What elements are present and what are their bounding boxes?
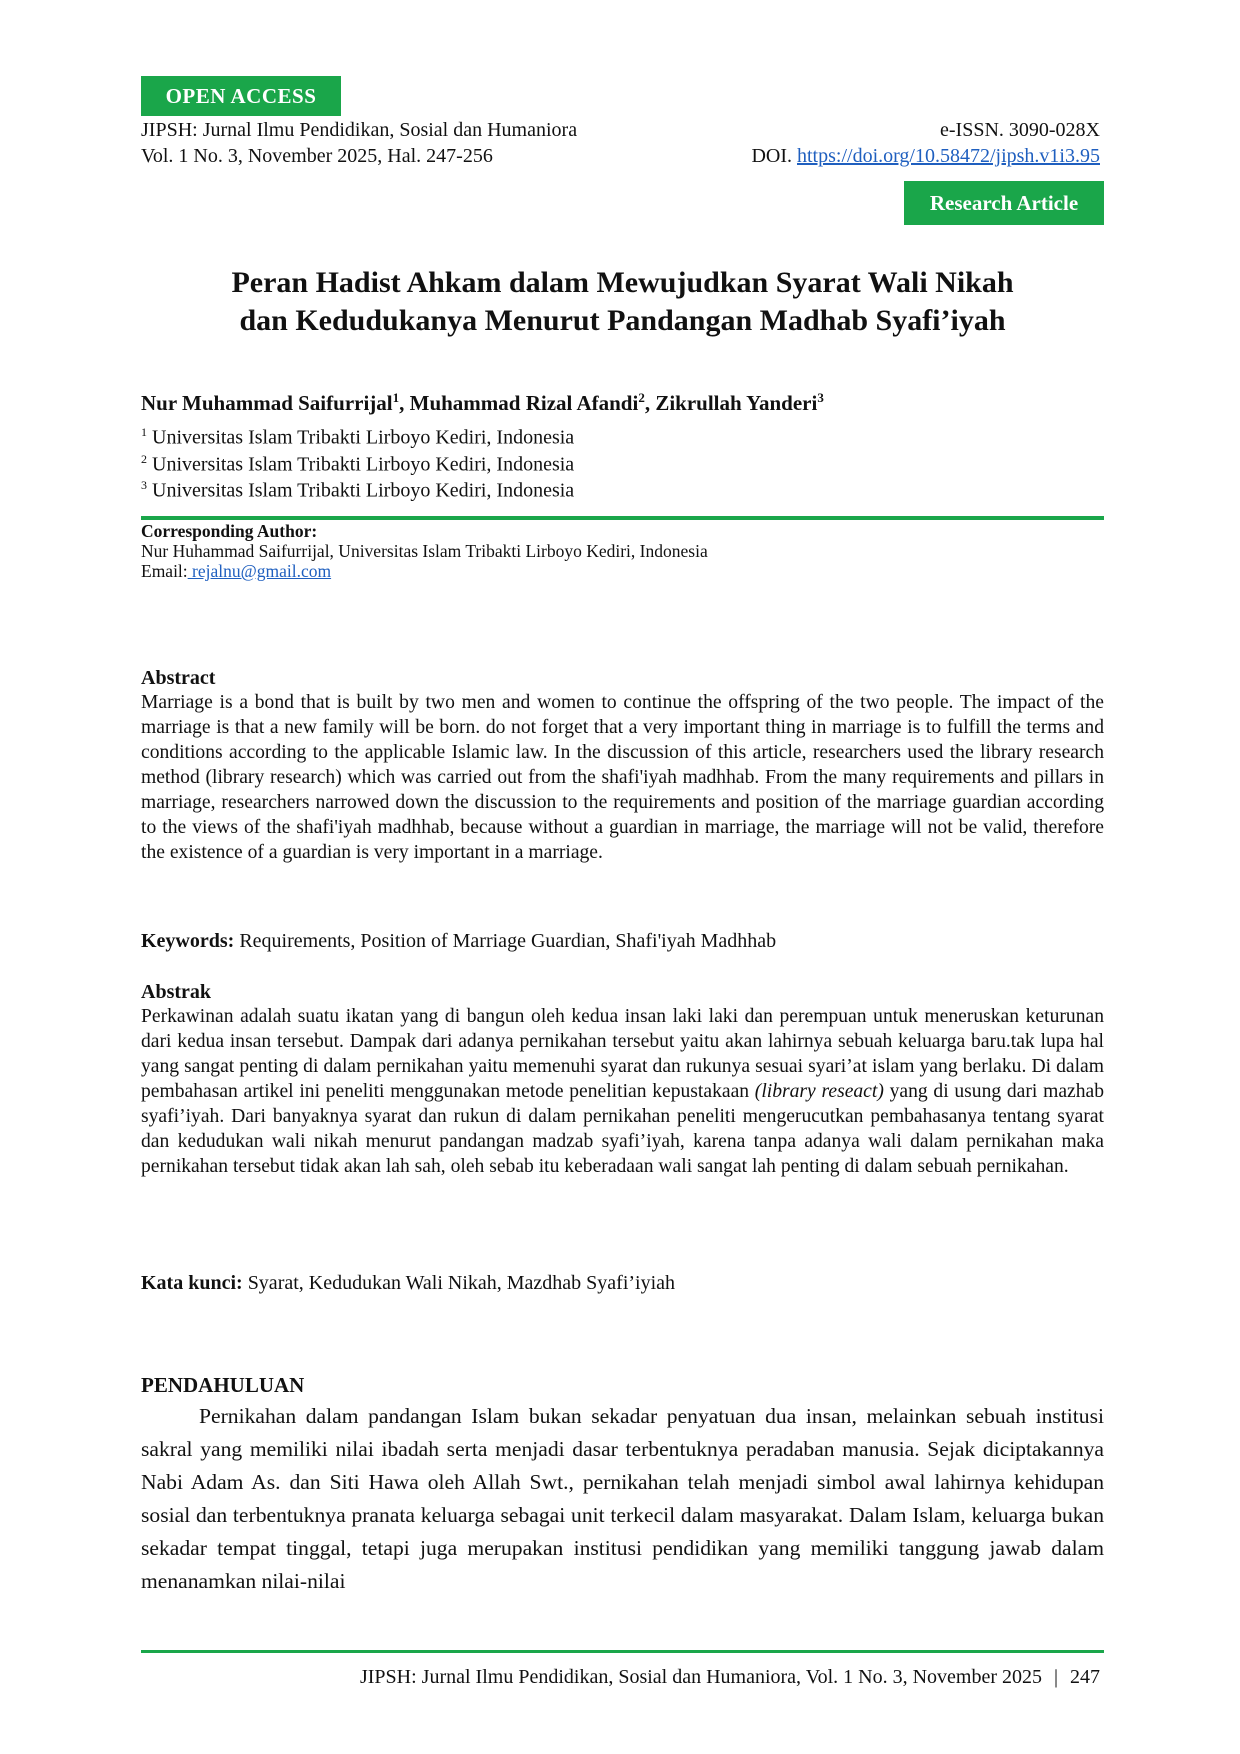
footer-separator: | <box>1053 1666 1058 1688</box>
title-line-2: dan Kedudukanya Menurut Pandangan Madhab Syafi’iyah <box>239 304 1006 337</box>
author-separator: , <box>644 391 656 415</box>
page-number: 247 <box>1070 1666 1100 1688</box>
corresponding-email-line <box>141 561 708 581</box>
section-pendahuluan <box>141 1370 1104 1598</box>
affiliation-mark: 1 <box>141 425 147 439</box>
author-affiliation-mark: 2 <box>638 390 645 405</box>
affiliation-item <box>141 472 574 504</box>
corresponding-label: Corresponding Author: <box>141 521 318 541</box>
footer-journal: JIPSH: Jurnal Ilmu Pendidikan, Sosial dan Humaniora, Vol. 1 No. 3, November 2025 <box>359 1666 1042 1688</box>
email-label: Email: <box>141 561 188 581</box>
author-name: Muhammad Rizal Afandi <box>409 391 639 415</box>
keywords-label: Keywords: <box>141 930 235 952</box>
section-body: Pernikahan dalam pandangan Islam bukan sekadar penyatuan dua insan, melainkan sebuah institusi sakral yang memiliki nilai ibadah serta menjadi dasar terbentuknya peradaban manusia. Sejak diciptakannya Nabi Adam As. dan Siti Hawa oleh Allah Swt., pernikahan telah menjadi simbol awal lahirnya kehidupan sosial dan terbentuknya pranata keluarga sebagai unit terkecil dalam masyarakat. Dalam Islam, keluarga bukan sekadar tempat tinggal, tetapi juga merupakan institusi pendidikan yang memiliki tanggung jawab dalam menanamkan nilai-nilai <box>141 1404 1104 1593</box>
section-divider <box>141 516 1104 520</box>
abstract-heading: Abstract <box>141 667 216 689</box>
keywords-english <box>141 928 776 954</box>
author-list <box>141 390 824 416</box>
affiliation-mark: 3 <box>141 478 147 492</box>
corresponding-author <box>141 521 708 581</box>
abstrak-text-part-2: yang di usung dari mazhab syafi’iyah. Dari banyaknya syarat dan rukun di dalam pernikahan peneliti mengerucutkan pembahasanya tentang syarat dan kedudukan wali nikah menurut pandangan madzab syafi’iyah, karena tanpa adanya wali dalam pernikahan maka pernikahan tersebut tidak akan lah sah, oleh sebab itu keberadaan wali sangat lah penting di dalam sebuah pernikahan. <box>141 1081 1104 1177</box>
abstrak-italic-term: (library reseact) <box>754 1081 884 1102</box>
affiliation-mark: 2 <box>141 452 147 466</box>
section-heading: PENDAHULUAN <box>141 1373 305 1397</box>
keywords-text: Requirements, Position of Marriage Guardian, Shafi'iyah Madhhab <box>234 930 777 952</box>
page-footer <box>360 1664 1100 1690</box>
affiliation-text: Universitas Islam Tribakti Lirboyo Kediri, Indonesia <box>147 426 575 449</box>
kata-kunci-label: Kata kunci: <box>141 1272 243 1294</box>
abstract-body: Marriage is a bond that is built by two men and women to continue the offspring of the two people. The impact of the marriage is that a new family will be born. do not forget that a very important thing in marriage is to fulfill the terms and conditions according to the applicable Islamic law. In the discussion of this article, researchers used the library research method (library research) which was carried out from the shafi'iyah madhhab. From the many requirements and pillars in marriage, researchers narrowed down the discussion to the requirements and position of the marriage guardian according to the views of the shafi'iyah madhhab, because without a guardian in marriage, the marriage will not be valid, therefore the existence of a guardian is very important in a marriage. <box>141 692 1104 863</box>
title-line-1: Peran Hadist Ahkam dalam Mewujudkan Syarat Wali Nikah <box>231 266 1014 299</box>
abstrak-text-part-1: Perkawinan adalah suatu ikatan yang di bangun oleh kedua insan laki laki dan perempuan untuk meneruskan keturunan dari kedua insan tersebut. Dampak dari adanya pernikahan tersebut yaitu akan lahirnya sebuah keluarga baru.tak lupa hal yang sangat penting di dalam pernikahan yaitu memenuhi syarat dan rukunya sesuai syari’at islam yang berlaku. Di dalam pembahasan artikel ini peneliti menggunakan metode penelitian kepustakaan <box>141 1006 1104 1102</box>
doi-link[interactable]: https://doi.org/10.58472/jipsh.v1i3.95 <box>797 145 1100 167</box>
author-name: Zikrullah Yanderi <box>655 391 818 415</box>
footer-divider <box>141 1650 1104 1653</box>
issn: e-ISSN. 3090-028X <box>940 119 1100 141</box>
affiliation-text: Universitas Islam Tribakti Lirboyo Kediri, Indonesia <box>147 453 575 476</box>
abstract-indonesian <box>141 980 1104 1179</box>
affiliation-text: Universitas Islam Tribakti Lirboyo Kediri, Indonesia <box>147 479 575 502</box>
author-affiliation-mark: 3 <box>817 390 824 405</box>
corresponding-name: Nur Huhammad Saifurrijal, Universitas Islam Tribakti Lirboyo Kediri, Indonesia <box>141 541 708 561</box>
journal-name: JIPSH: Jurnal Ilmu Pendidikan, Sosial dan Humaniora <box>141 119 578 141</box>
kata-kunci-text: Syarat, Kedudukan Wali Nikah, Mazdhab Syafi’iyiah <box>242 1272 676 1294</box>
article-title <box>141 264 1104 340</box>
doi-label: DOI. <box>751 145 797 167</box>
keywords-indonesian <box>141 1270 675 1296</box>
abstrak-heading: Abstrak <box>141 981 212 1003</box>
journal-volume: Vol. 1 No. 3, November 2025, Hal. 247-256 <box>141 145 493 167</box>
author-separator: , <box>399 391 410 415</box>
abstrak-body <box>141 1004 1104 1179</box>
email-link[interactable]: rejalnu@gmail.com <box>187 561 332 581</box>
author-name: Nur Muhammad Saifurrijal <box>141 391 393 415</box>
article-type-badge: Research Article <box>904 181 1104 225</box>
doi-line <box>751 143 1100 169</box>
open-access-badge: OPEN ACCESS <box>141 76 341 116</box>
author-affiliation-mark: 1 <box>392 390 400 405</box>
abstract-english <box>141 666 1104 865</box>
